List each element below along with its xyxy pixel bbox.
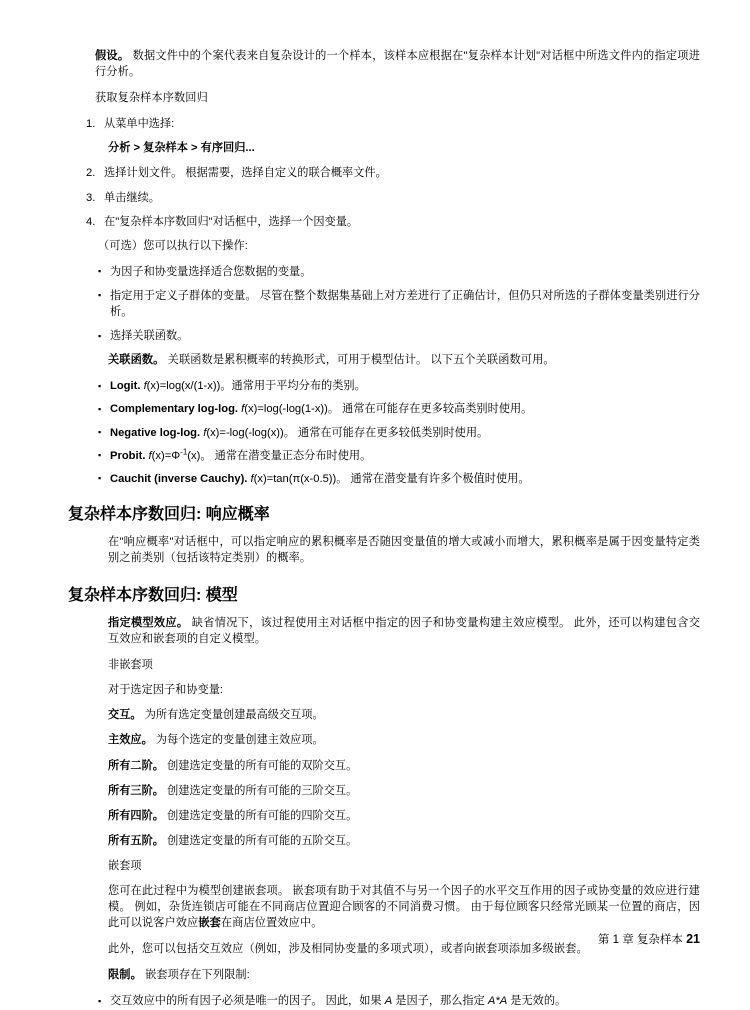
term-desc: 创建选定变量的所有可能的三阶交互。 xyxy=(167,784,358,797)
link-function-paragraph xyxy=(108,352,700,368)
term-desc: 创建选定变量的所有可能的五阶交互。 xyxy=(167,834,358,847)
bullet-icon: ▪ xyxy=(98,473,102,484)
specify-model-effects-paragraph xyxy=(108,615,700,647)
link-function-list xyxy=(68,378,700,486)
nested-terms-emphasis: 嵌套 xyxy=(198,917,221,930)
link-function-label: 关联函数。 xyxy=(108,354,165,367)
step-text: 在"复杂样本序数回归"对话框中，选择一个因变量。 xyxy=(104,215,359,228)
restriction-bullet-b: 是因子，那么指定 xyxy=(392,995,488,1008)
link-formula-tail: (x)。 xyxy=(187,449,212,462)
bullet-icon: ▪ xyxy=(98,266,102,277)
link-name: Logit. xyxy=(110,380,141,393)
bullet-icon: ▪ xyxy=(98,995,102,1006)
assumption-paragraph xyxy=(95,48,700,80)
nested-terms-paragraph-1 xyxy=(108,883,700,931)
section-heading-model: 复杂样本序数回归: 模型 xyxy=(68,586,238,604)
link-desc: 通常在可能存在更多较低类别时使用。 xyxy=(298,426,489,439)
link-desc: 通常在可能存在更多较高类别时使用。 xyxy=(342,403,533,416)
footer-page-number: 21 xyxy=(686,932,700,946)
section-heading-response-probability: 复杂样本序数回归: 响应概率 xyxy=(68,505,270,523)
step-item xyxy=(86,214,700,230)
link-formula-fx: f xyxy=(250,472,254,485)
restriction-bullet-c: 是无效的。 xyxy=(507,995,567,1008)
restriction-variable-1: A xyxy=(384,995,393,1008)
link-name: Negative log-log. xyxy=(110,426,201,439)
list-item-text: 为因子和协变量选择适合您数据的变量。 xyxy=(110,265,312,278)
list-item-text: 指定用于定义子群体的变量。 尽管在整个数据集基础上对方差进行了正确估计，但仍只对所选的子群体变量类别进行分析。 xyxy=(110,289,700,319)
restriction-label: 限制。 xyxy=(108,969,142,982)
link-formula: (x)=tan(π(x-0.5))。 xyxy=(253,472,348,485)
term-label: 所有三阶。 xyxy=(108,784,164,797)
list-item-text: 选择关联函数。 xyxy=(110,330,189,343)
term-all-3-way xyxy=(108,783,700,799)
term-interaction xyxy=(108,707,700,723)
link-desc: 通常用于平均分布的类别。 xyxy=(231,380,366,393)
restriction-text: 嵌套项存在下列限制: xyxy=(145,969,250,982)
term-all-2-way xyxy=(108,758,700,774)
link-formula: (x)=Φ xyxy=(151,449,181,462)
term-label: 主效应。 xyxy=(108,734,153,747)
bullet-icon: ▪ xyxy=(98,380,102,391)
link-formula: (x)=-log(-log(x))。 xyxy=(206,426,295,439)
step-number: 1. xyxy=(86,118,96,131)
bullet-icon: ▪ xyxy=(98,290,102,301)
link-formula-fx: f xyxy=(148,449,152,462)
specify-model-effects-text: 缺省情况下，该过程使用主对话框中指定的因子和协变量构建主效应模型。 此外，还可以构建包含交互效应和嵌套项的自定义模型。 xyxy=(108,616,700,646)
nested-terms-heading: 嵌套项 xyxy=(108,859,142,872)
menu-path: 分析 > 复杂样本 > 有序回归... xyxy=(108,142,255,155)
restriction-bullet-a: 交互效应中的所有因子必须是唯一的因子。 因此，如果 xyxy=(110,995,385,1008)
step-item xyxy=(86,190,700,206)
restriction-paragraph xyxy=(108,967,700,983)
term-label: 交互。 xyxy=(108,709,142,722)
term-desc: 创建选定变量的所有可能的四阶交互。 xyxy=(167,809,358,822)
link-formula: (x)=log(-log(1-x))。 xyxy=(244,403,340,416)
steps-list-continued xyxy=(68,165,700,229)
nested-terms-text-a: 您可在此过程中为模型创建嵌套项。 嵌套项有助于对其值不与另一个因子的水平交互作用的因子或协变量的效应进行建模。 例如，杂货连锁店可能在不同商店位置迎合顾客的不同消费习惯。 由于每位顾客只经常光顾某一位置的商店，因此可以说客户效应 xyxy=(108,885,700,930)
list-item xyxy=(98,328,700,344)
steps-list xyxy=(68,116,700,132)
link-formula-fx: f xyxy=(143,380,147,393)
bullet-icon: ▪ xyxy=(98,330,102,341)
list-item xyxy=(98,378,700,394)
step-text: 选择计划文件。 根据需要，选择自定义的联合概率文件。 xyxy=(104,167,387,180)
term-main-effects xyxy=(108,732,700,748)
link-name: Probit. xyxy=(110,449,146,462)
list-item xyxy=(98,993,700,1009)
link-desc: 通常在潜变量有许多个极值时使用。 xyxy=(350,472,530,485)
step-text: 单击继续。 xyxy=(104,191,160,204)
term-desc: 为所有选定变量创建最高级交互项。 xyxy=(144,709,324,722)
link-name: Complementary log-log. xyxy=(110,403,239,416)
restriction-variable-2: A*A xyxy=(487,995,508,1008)
link-formula: (x)=log(x/(1-x))。 xyxy=(146,380,232,393)
page-footer xyxy=(598,932,700,947)
link-formula-fx: f xyxy=(203,426,207,439)
step-text: 从菜单中选择: xyxy=(104,118,175,131)
list-item xyxy=(98,471,700,487)
obtain-heading: 获取复杂样本序数回归 xyxy=(95,92,208,105)
list-item xyxy=(98,264,700,280)
optional-intro: （可选）您可以执行以下操作: xyxy=(98,239,248,252)
link-formula-fx: f xyxy=(241,403,245,416)
bullet-icon: ▪ xyxy=(98,450,102,461)
specify-model-effects-label: 指定模型效应。 xyxy=(108,616,189,629)
term-label: 所有二阶。 xyxy=(108,759,164,772)
assumption-label: 假设。 xyxy=(95,50,130,62)
nested-terms-paragraph-2: 此外，您可以包括交互效应（例如，涉及相同协变量的多项式项），或者向嵌套项添加多级嵌套。 xyxy=(108,943,588,956)
list-item xyxy=(98,401,700,417)
link-function-text: 关联函数是累积概率的转换形式，可用于模型估计。 以下五个关联函数可用。 xyxy=(167,354,555,367)
restriction-bullets xyxy=(68,993,700,1009)
optional-bullets xyxy=(68,264,700,344)
term-desc: 为每个选定的变量创建主效应项。 xyxy=(155,734,324,747)
step-number: 2. xyxy=(86,167,96,180)
step-item xyxy=(86,116,700,132)
link-name: Cauchit (inverse Cauchy). xyxy=(110,472,248,485)
term-label: 所有四阶。 xyxy=(108,809,164,822)
footer-chapter: 第 1 章 复杂样本 xyxy=(597,934,683,946)
term-all-4-way xyxy=(108,808,700,824)
link-formula-exponent: -1 xyxy=(180,446,188,456)
list-item xyxy=(98,448,700,464)
bullet-icon: ▪ xyxy=(98,427,102,437)
nonnested-terms-intro: 对于选定因子和协变量: xyxy=(108,684,223,697)
step-number: 3. xyxy=(86,191,96,204)
term-label: 所有五阶。 xyxy=(108,834,164,847)
nested-terms-text-b: 在商店位置效应中。 xyxy=(220,917,323,930)
step-number: 4. xyxy=(86,215,96,228)
link-desc: 通常在潜变量正态分布时使用。 xyxy=(214,449,372,462)
section-response-body: 在"响应概率"对话框中，可以指定响应的累积概率是否随因变量值的增大或减小而增大，累积概率是属于因变量特定类别之前类别（包括该特定类别）的概率。 xyxy=(108,535,700,564)
term-desc: 创建选定变量的所有可能的双阶交互。 xyxy=(167,759,358,772)
list-item xyxy=(98,425,700,441)
term-all-5-way xyxy=(108,833,700,849)
assumption-text: 数据文件中的个案代表来自复杂设计的一个样本，该样本应根据在"复杂样本计划"对话框中所选文件内的指定项进行分析。 xyxy=(95,50,700,79)
bullet-icon: ▪ xyxy=(98,403,102,414)
list-item xyxy=(98,288,700,320)
nonnested-terms-heading: 非嵌套项 xyxy=(108,659,153,672)
step-item xyxy=(86,165,700,181)
